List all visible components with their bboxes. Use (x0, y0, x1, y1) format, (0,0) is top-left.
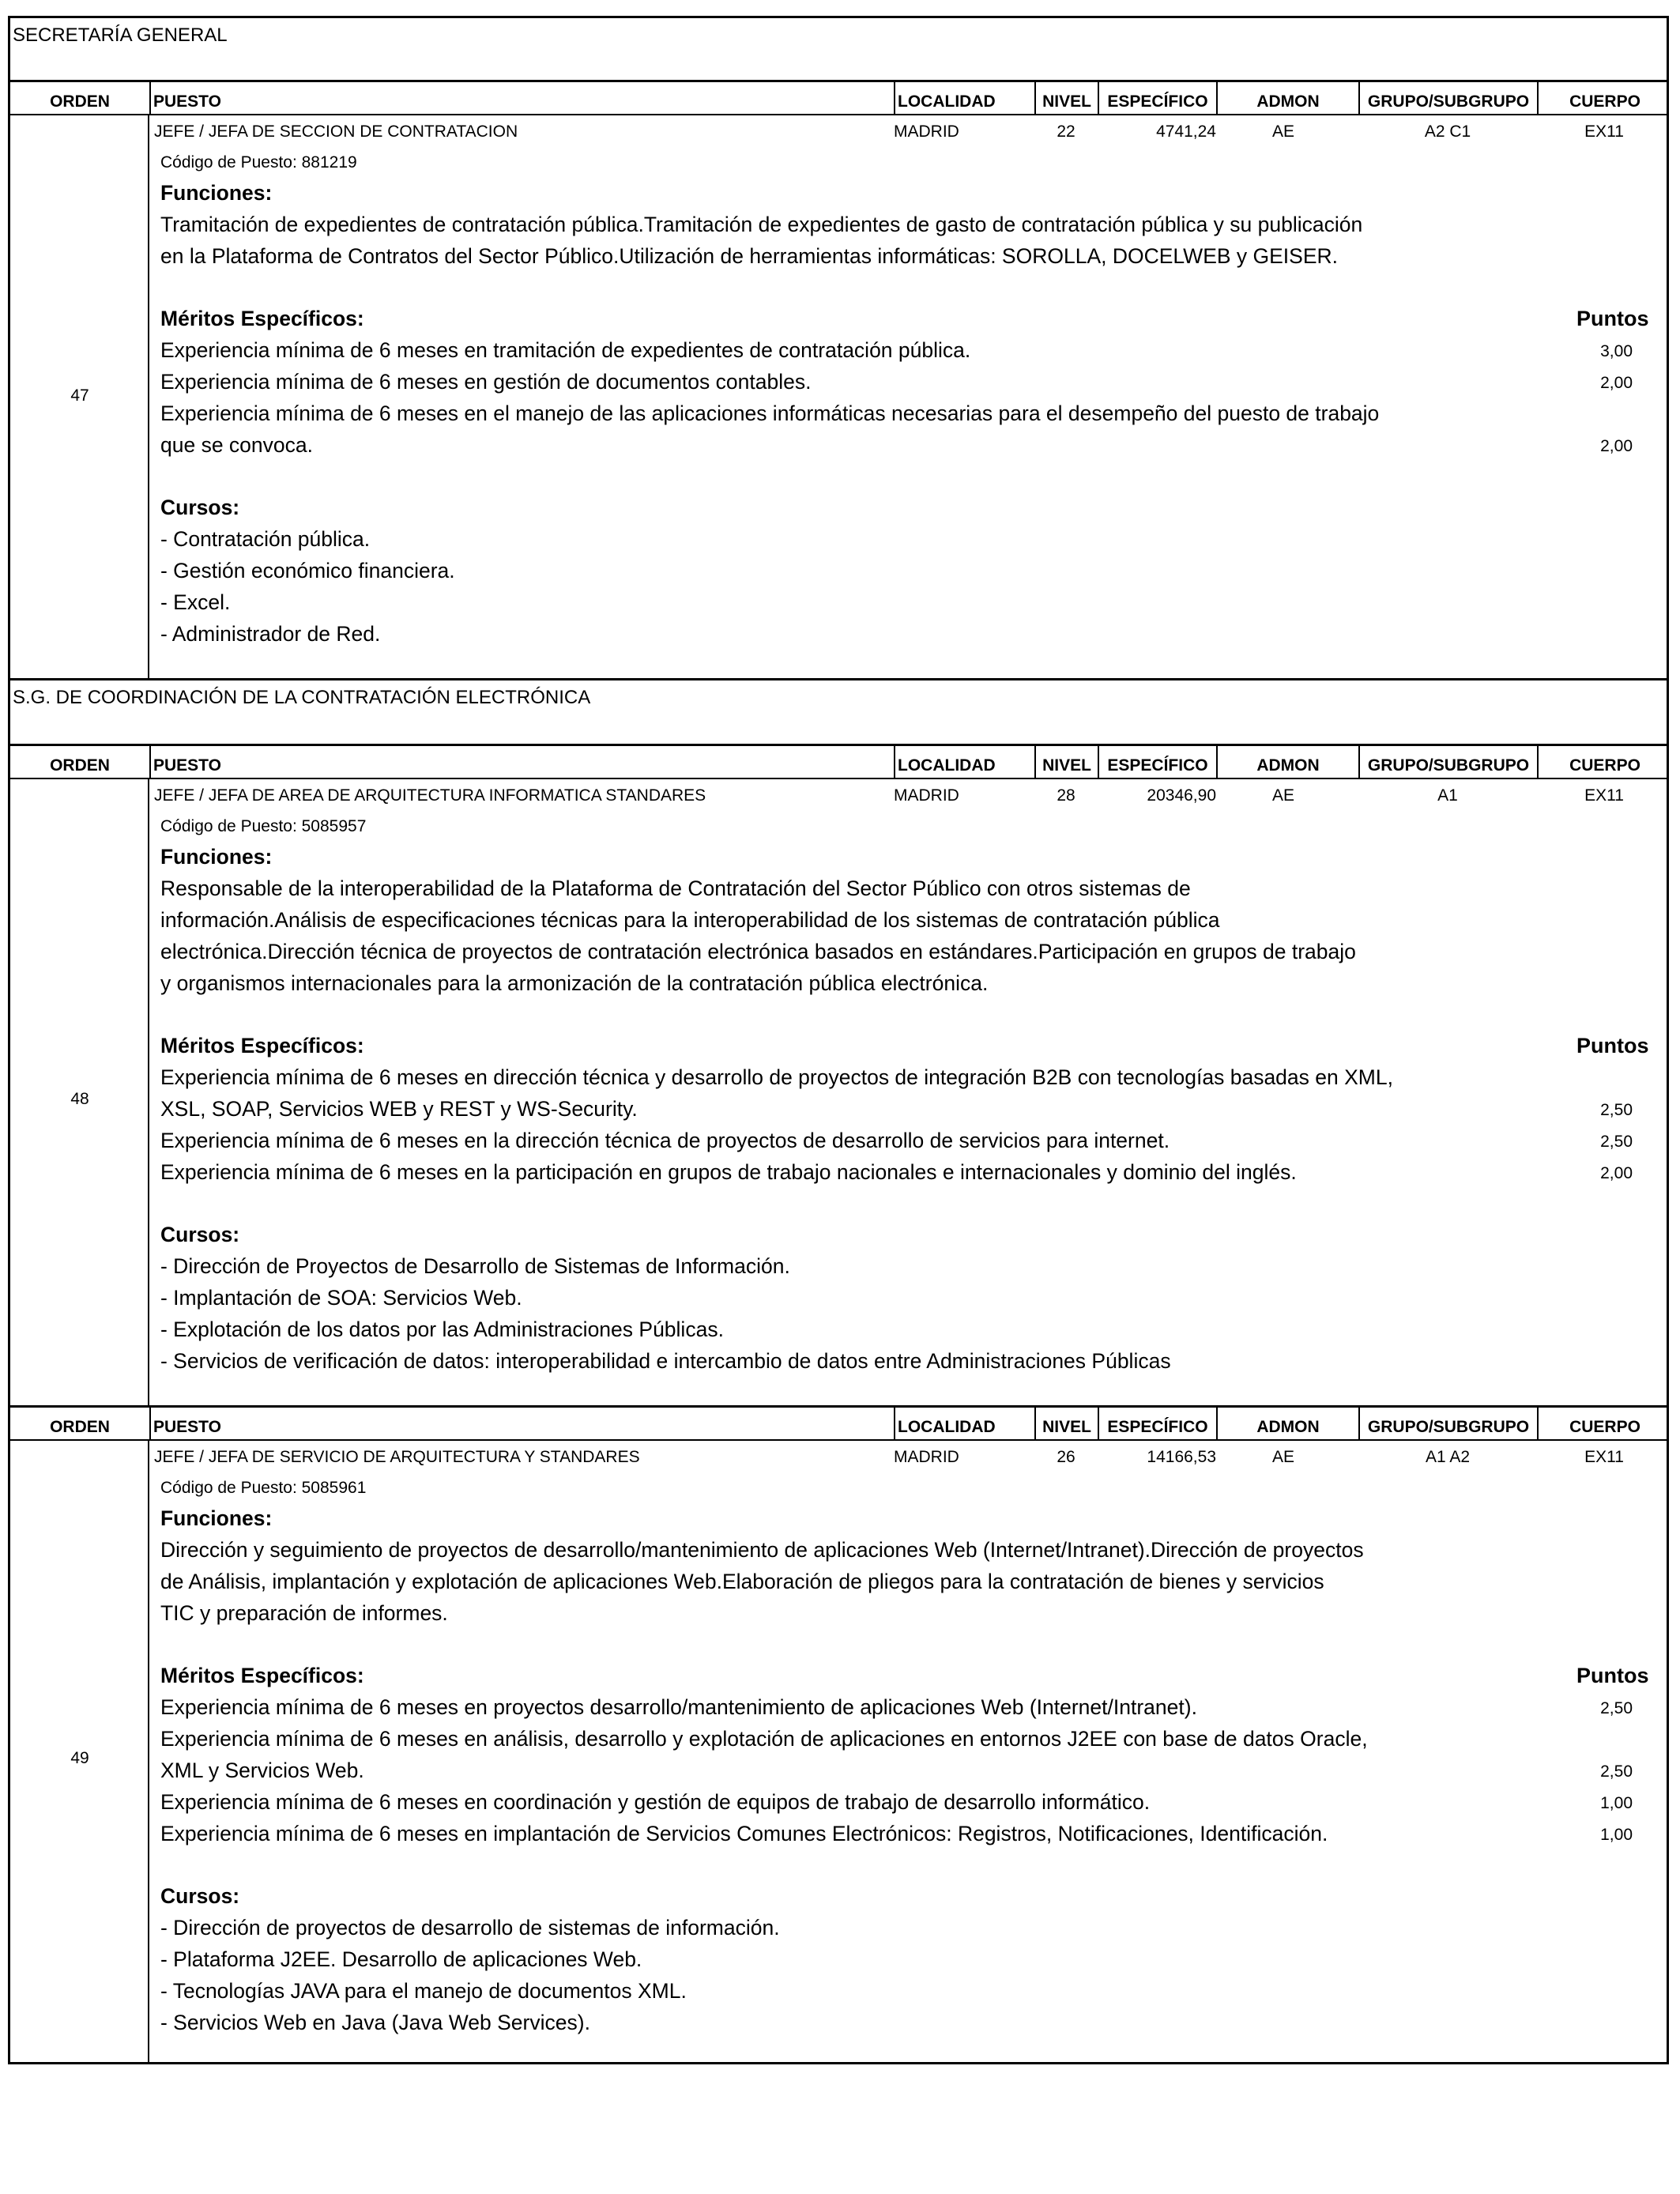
header-nivel: NIVEL (1034, 82, 1098, 114)
nivel-value: 28 (1057, 786, 1075, 805)
funciones-line: en la Plataforma de Contratos del Sector Público.Utilización de herramientas informáticas: SOROLLA, DOCELWEB y GEISER. (160, 244, 1339, 268)
codigo-puesto: Código de Puesto: 5085957 (160, 817, 367, 835)
cuerpo-value: EX11 (1584, 1448, 1624, 1466)
cursos-label: Cursos: (160, 1223, 240, 1246)
merito-puntos: 2,50 (1600, 1699, 1633, 1717)
localidad-value: MADRID (894, 123, 959, 141)
header-cuerpo: CUERPO (1537, 82, 1671, 114)
orden-cell (10, 779, 149, 1405)
meritos-label: Méritos Específicos: (160, 1664, 364, 1687)
header-admon: ADMON (1216, 746, 1358, 778)
puntos-header: Puntos (1576, 307, 1649, 330)
localidad-value: MADRID (894, 786, 959, 805)
header-localidad: LOCALIDAD (894, 746, 1034, 778)
merito-line: Experiencia mínima de 6 meses en la dirección técnica de proyectos de desarrollo de servicios para internet. (160, 1129, 1170, 1152)
merito-puntos: 2,00 (1600, 374, 1633, 392)
header-localidad: LOCALIDAD (894, 82, 1034, 114)
cuerpo-value: EX11 (1584, 786, 1624, 805)
header-grupo: GRUPO/SUBGRUPO (1358, 746, 1537, 778)
header-cuerpo: CUERPO (1537, 1408, 1671, 1439)
job-entry-48 (10, 779, 1667, 1408)
merito-line: Experiencia mínima de 6 meses en proyectos desarrollo/mantenimiento de aplicaciones Web (Internet/Intranet). (160, 1695, 1197, 1719)
curso-item: - Dirección de proyectos de desarrollo de sistemas de información. (160, 1916, 780, 1940)
column-header-row (10, 82, 1667, 115)
header-grupo: GRUPO/SUBGRUPO (1358, 82, 1537, 114)
merito-line: Experiencia mínima de 6 meses en la participación en grupos de trabajo nacionales e internacionales y dominio del inglés. (160, 1160, 1297, 1184)
orden-number: 49 (70, 1749, 89, 1767)
merito-line: Experiencia mínima de 6 meses en implantación de Servicios Comunes Electrónicos: Registros, Notificaciones, Identificación. (160, 1822, 1328, 1845)
merito-puntos: 2,50 (1600, 1762, 1633, 1781)
header-admon: ADMON (1216, 1408, 1358, 1439)
funciones-label: Funciones: (160, 845, 273, 869)
header-grupo: GRUPO/SUBGRUPO (1358, 1408, 1537, 1439)
header-nivel: NIVEL (1034, 1408, 1098, 1439)
funciones-line: Tramitación de expedientes de contratación pública.Tramitación de expedientes de gasto de contratación pública y su publicación (160, 213, 1363, 236)
header-puesto: PUESTO (149, 1408, 894, 1439)
orden-cell (10, 1441, 149, 2064)
job-entry-49 (10, 1441, 1667, 2064)
merito-line: Experiencia mínima de 6 meses en análisis, desarrollo y explotación de aplicaciones en entornos J2EE con base de datos Oracle, (160, 1727, 1368, 1751)
funciones-line: y organismos internacionales para la armonización de la contratación pública electrónica. (160, 971, 989, 995)
merito-puntos: 2,00 (1600, 1164, 1633, 1182)
section-title-bar (10, 18, 1667, 82)
cursos-label: Cursos: (160, 1884, 240, 1908)
header-puesto: PUESTO (149, 82, 894, 114)
merito-line: que se convoca. (160, 433, 313, 457)
orden-cell (10, 115, 149, 678)
header-puesto: PUESTO (149, 746, 894, 778)
puesto-title: JEFE / JEFA DE SECCION DE CONTRATACION (154, 123, 518, 141)
admon-value: AE (1271, 123, 1294, 141)
curso-item: - Dirección de Proyectos de Desarrollo de Sistemas de Información. (160, 1254, 790, 1278)
nivel-value: 22 (1057, 123, 1075, 141)
funciones-line: electrónica.Dirección técnica de proyectos de contratación electrónica basados en estándares.Participación en grupos de trabajo (160, 940, 1356, 963)
funciones-label: Funciones: (160, 181, 273, 205)
header-admon: ADMON (1216, 82, 1358, 114)
funciones-line: Responsable de la interoperabilidad de la Plataforma de Contratación del Sector Público con otros sistemas de (160, 876, 1191, 900)
especifico-value: 4741,24 (1156, 123, 1216, 141)
merito-puntos: 2,50 (1600, 1101, 1633, 1119)
header-orden: ORDEN (50, 92, 110, 111)
funciones-line: de Análisis, implantación y explotación de aplicaciones Web.Elaboración de pliegos para la contratación de bienes y servicios (160, 1570, 1324, 1593)
job-entry-47 (10, 115, 1667, 680)
section-title: S.G. DE COORDINACIÓN DE LA CONTRATACIÓN ELECTRÓNICA (13, 687, 591, 708)
header-especifico: ESPECÍFICO (1098, 82, 1216, 114)
header-especifico: ESPECÍFICO (1098, 1408, 1216, 1439)
merito-line: Experiencia mínima de 6 meses en coordinación y gestión de equipos de trabajo de desarrollo informático. (160, 1790, 1151, 1814)
funciones-label: Funciones: (160, 1506, 273, 1530)
merito-puntos: 2,00 (1600, 437, 1633, 455)
cursos-label: Cursos: (160, 496, 240, 519)
curso-item: - Excel. (160, 590, 231, 614)
puesto-title: JEFE / JEFA DE AREA DE ARQUITECTURA INFORMATICA STANDARES (154, 786, 706, 805)
curso-item: - Plataforma J2EE. Desarrollo de aplicaciones Web. (160, 1947, 642, 1971)
header-especifico: ESPECÍFICO (1098, 746, 1216, 778)
nivel-value: 26 (1057, 1448, 1075, 1466)
curso-item: - Contratación pública. (160, 527, 371, 551)
section-title-bar (10, 680, 1667, 746)
header-cuerpo: CUERPO (1537, 746, 1671, 778)
curso-item: - Servicios de verificación de datos: interoperabilidad e intercambio de datos entre Administraciones Públicas (160, 1349, 1171, 1373)
merito-line: XSL, SOAP, Servicios WEB y REST y WS-Security. (160, 1097, 638, 1121)
merito-line: Experiencia mínima de 6 meses en dirección técnica y desarrollo de proyectos de integración B2B con tecnologías basadas en XML, (160, 1065, 1393, 1089)
merito-line: Experiencia mínima de 6 meses en gestión de documentos contables. (160, 370, 812, 394)
funciones-line: Dirección y seguimiento de proyectos de desarrollo/mantenimiento de aplicaciones Web (Internet/Intranet).Dirección de proyectos (160, 1538, 1364, 1562)
meritos-label: Méritos Específicos: (160, 307, 364, 330)
funciones-line: información.Análisis de especificaciones técnicas para la interoperabilidad de los sistemas de contratación pública (160, 908, 1220, 932)
merito-puntos: 1,00 (1600, 1794, 1633, 1812)
merito-puntos: 3,00 (1600, 342, 1633, 360)
especifico-value: 20346,90 (1147, 786, 1216, 805)
curso-item: - Implantación de SOA: Servicios Web. (160, 1286, 522, 1310)
merito-line: Experiencia mínima de 6 meses en el manejo de las aplicaciones informáticas necesarias para el desempeño del puesto de trabajo (160, 401, 1380, 425)
puntos-header: Puntos (1576, 1664, 1649, 1687)
merito-line: XML y Servicios Web. (160, 1759, 364, 1782)
admon-value: AE (1271, 786, 1294, 805)
puntos-header: Puntos (1576, 1034, 1649, 1057)
orden-number: 48 (70, 1090, 89, 1108)
codigo-puesto: Código de Puesto: 5085961 (160, 1479, 367, 1497)
column-header-row (10, 746, 1667, 779)
localidad-value: MADRID (894, 1448, 959, 1466)
curso-item: - Gestión económico financiera. (160, 559, 455, 582)
orden-number: 47 (70, 386, 89, 405)
merito-puntos: 2,50 (1600, 1133, 1633, 1151)
especifico-value: 14166,53 (1147, 1448, 1216, 1466)
grupo-value: A1 A2 (1425, 1448, 1471, 1466)
admon-value: AE (1271, 1448, 1294, 1466)
header-orden: ORDEN (50, 1418, 110, 1436)
merito-puntos: 1,00 (1600, 1826, 1633, 1844)
section-title: SECRETARÍA GENERAL (13, 25, 228, 46)
curso-item: - Servicios Web en Java (Java Web Services). (160, 2011, 590, 2034)
codigo-puesto: Código de Puesto: 881219 (160, 153, 357, 172)
grupo-value: A2 C1 (1424, 123, 1471, 141)
meritos-label: Méritos Específicos: (160, 1034, 364, 1057)
merito-line: Experiencia mínima de 6 meses en tramitación de expedientes de contratación pública. (160, 338, 971, 362)
column-header-row (10, 1408, 1667, 1441)
curso-item: - Explotación de los datos por las Administraciones Públicas. (160, 1318, 724, 1341)
header-orden: ORDEN (50, 756, 110, 775)
header-nivel: NIVEL (1034, 746, 1098, 778)
puesto-title: JEFE / JEFA DE SERVICIO DE ARQUITECTURA Y STANDARES (154, 1448, 640, 1466)
curso-item: - Tecnologías JAVA para el manejo de documentos XML. (160, 1979, 687, 2003)
header-localidad: LOCALIDAD (894, 1408, 1034, 1439)
job-listing-table (8, 16, 1669, 2064)
cuerpo-value: EX11 (1584, 123, 1624, 141)
grupo-value: A1 (1437, 786, 1458, 805)
funciones-line: TIC y preparación de informes. (160, 1601, 448, 1625)
curso-item: - Administrador de Red. (160, 622, 381, 646)
